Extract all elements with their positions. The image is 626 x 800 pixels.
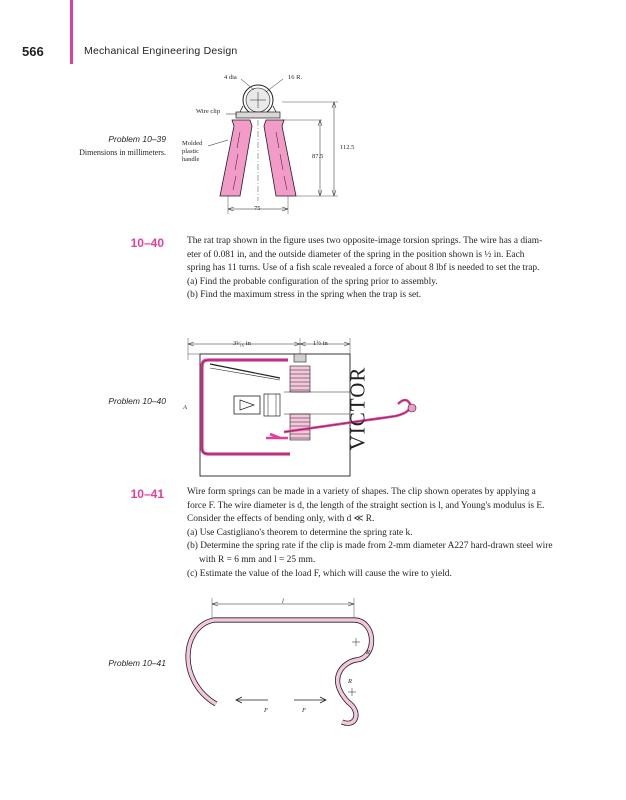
fig39-dim-75: 75 xyxy=(254,205,261,212)
p40-line-1: The rat trap shown in the figure uses two opposite-image torsion springs. The wire has a diam- xyxy=(187,236,543,246)
fig41-clip-wire xyxy=(188,620,372,723)
fig39-label-plastic: plastic xyxy=(182,148,199,155)
fig41-label-r2: R xyxy=(348,678,352,685)
fig40-rat-trap-drawing xyxy=(180,330,440,480)
fig40-label-a: A xyxy=(183,404,187,411)
header-accent-bar xyxy=(70,0,73,64)
p41-line-1: Wire form springs can be made in a variety of shapes. The clip shown operates by applying a xyxy=(187,487,536,497)
fig39-subcaption: Dimensions in millimeters. xyxy=(79,148,166,157)
fig41-label-r1: R xyxy=(366,649,370,656)
problem-10-40-text xyxy=(187,235,561,303)
fig39-left-handle xyxy=(220,120,252,196)
p41-line-6: with R = 6 mm and l = 25 mm. xyxy=(199,554,316,565)
p40-line-4: (a) Find the probable configuration of the spring prior to assembly. xyxy=(187,276,438,287)
fig40-brand-victor: VICTOR xyxy=(345,366,370,451)
fig40-dim-left: 3⁵⁄₁₆ in xyxy=(233,340,251,347)
fig41-caption: Problem 10–41 xyxy=(108,658,166,668)
fig41-label-l: l xyxy=(282,598,284,605)
fig39-label-4dia: 4 dia xyxy=(224,74,237,81)
p41-line-5: (b) Determine the spring rate if the clip is made from 2-mm diameter A227 hard-drawn steel wire xyxy=(187,541,553,552)
problem-10-41-text xyxy=(187,486,561,581)
problem-10-40-number: 10–40 xyxy=(130,236,164,250)
fig41-clip-wire-outline xyxy=(188,620,372,723)
fig39-dim-112: 112.5 xyxy=(340,144,355,151)
fig39-right-handle xyxy=(264,120,296,196)
fig40-bait-pedal xyxy=(234,396,260,414)
p40-line-3: spring has 11 turns. Use of a fish scale revealed a force of about 8 lbf is needed to set the trap. xyxy=(187,263,540,274)
p41-line-3: Consider the effects of bending only, with d ≪ R. xyxy=(187,514,375,525)
fig41-label-f1: F xyxy=(264,707,268,714)
fig40-caption: Problem 10–40 xyxy=(108,396,166,406)
fig40-dim-right: 1½ in xyxy=(313,340,328,347)
fig39-clip-base xyxy=(236,112,280,118)
p40-line-5: (b) Find the maximum stress in the spring when the trap is set. xyxy=(187,290,422,301)
p41-line-4: (a) Use Castigliano's theorem to determine the spring rate k. xyxy=(187,527,413,538)
fig39-label-handle: handle xyxy=(182,156,200,163)
problem-10-41-number: 10–41 xyxy=(130,487,164,501)
fig40-spring-upper xyxy=(290,366,310,392)
fig39-caption: Problem 10–39 xyxy=(108,134,166,144)
page-number: 566 xyxy=(22,44,44,59)
fig39-label-molded: Molded xyxy=(182,140,203,147)
fig39-dim-87: 87.5 xyxy=(312,153,324,160)
fig41-wire-clip-drawing xyxy=(176,596,386,736)
p41-line-2: force F. The wire diameter is d, the length of the straight section is l, and Young's modulus is E. xyxy=(187,500,545,511)
p41-line-7: (c) Estimate the value of the load F, which will cause the wire to yield. xyxy=(187,568,452,579)
fig39-label-16r: 16 R. xyxy=(288,74,303,81)
fig39-label-wire-clip: Wire clip xyxy=(196,108,221,115)
p40-line-2: eter of 0.081 in, and the outside diameter of the spring in the position shown is ½ in. Each xyxy=(187,249,525,260)
fig40-spring-lower xyxy=(290,414,310,440)
fig41-label-f2: F xyxy=(302,707,306,714)
running-head: Mechanical Engineering Design xyxy=(84,45,238,57)
